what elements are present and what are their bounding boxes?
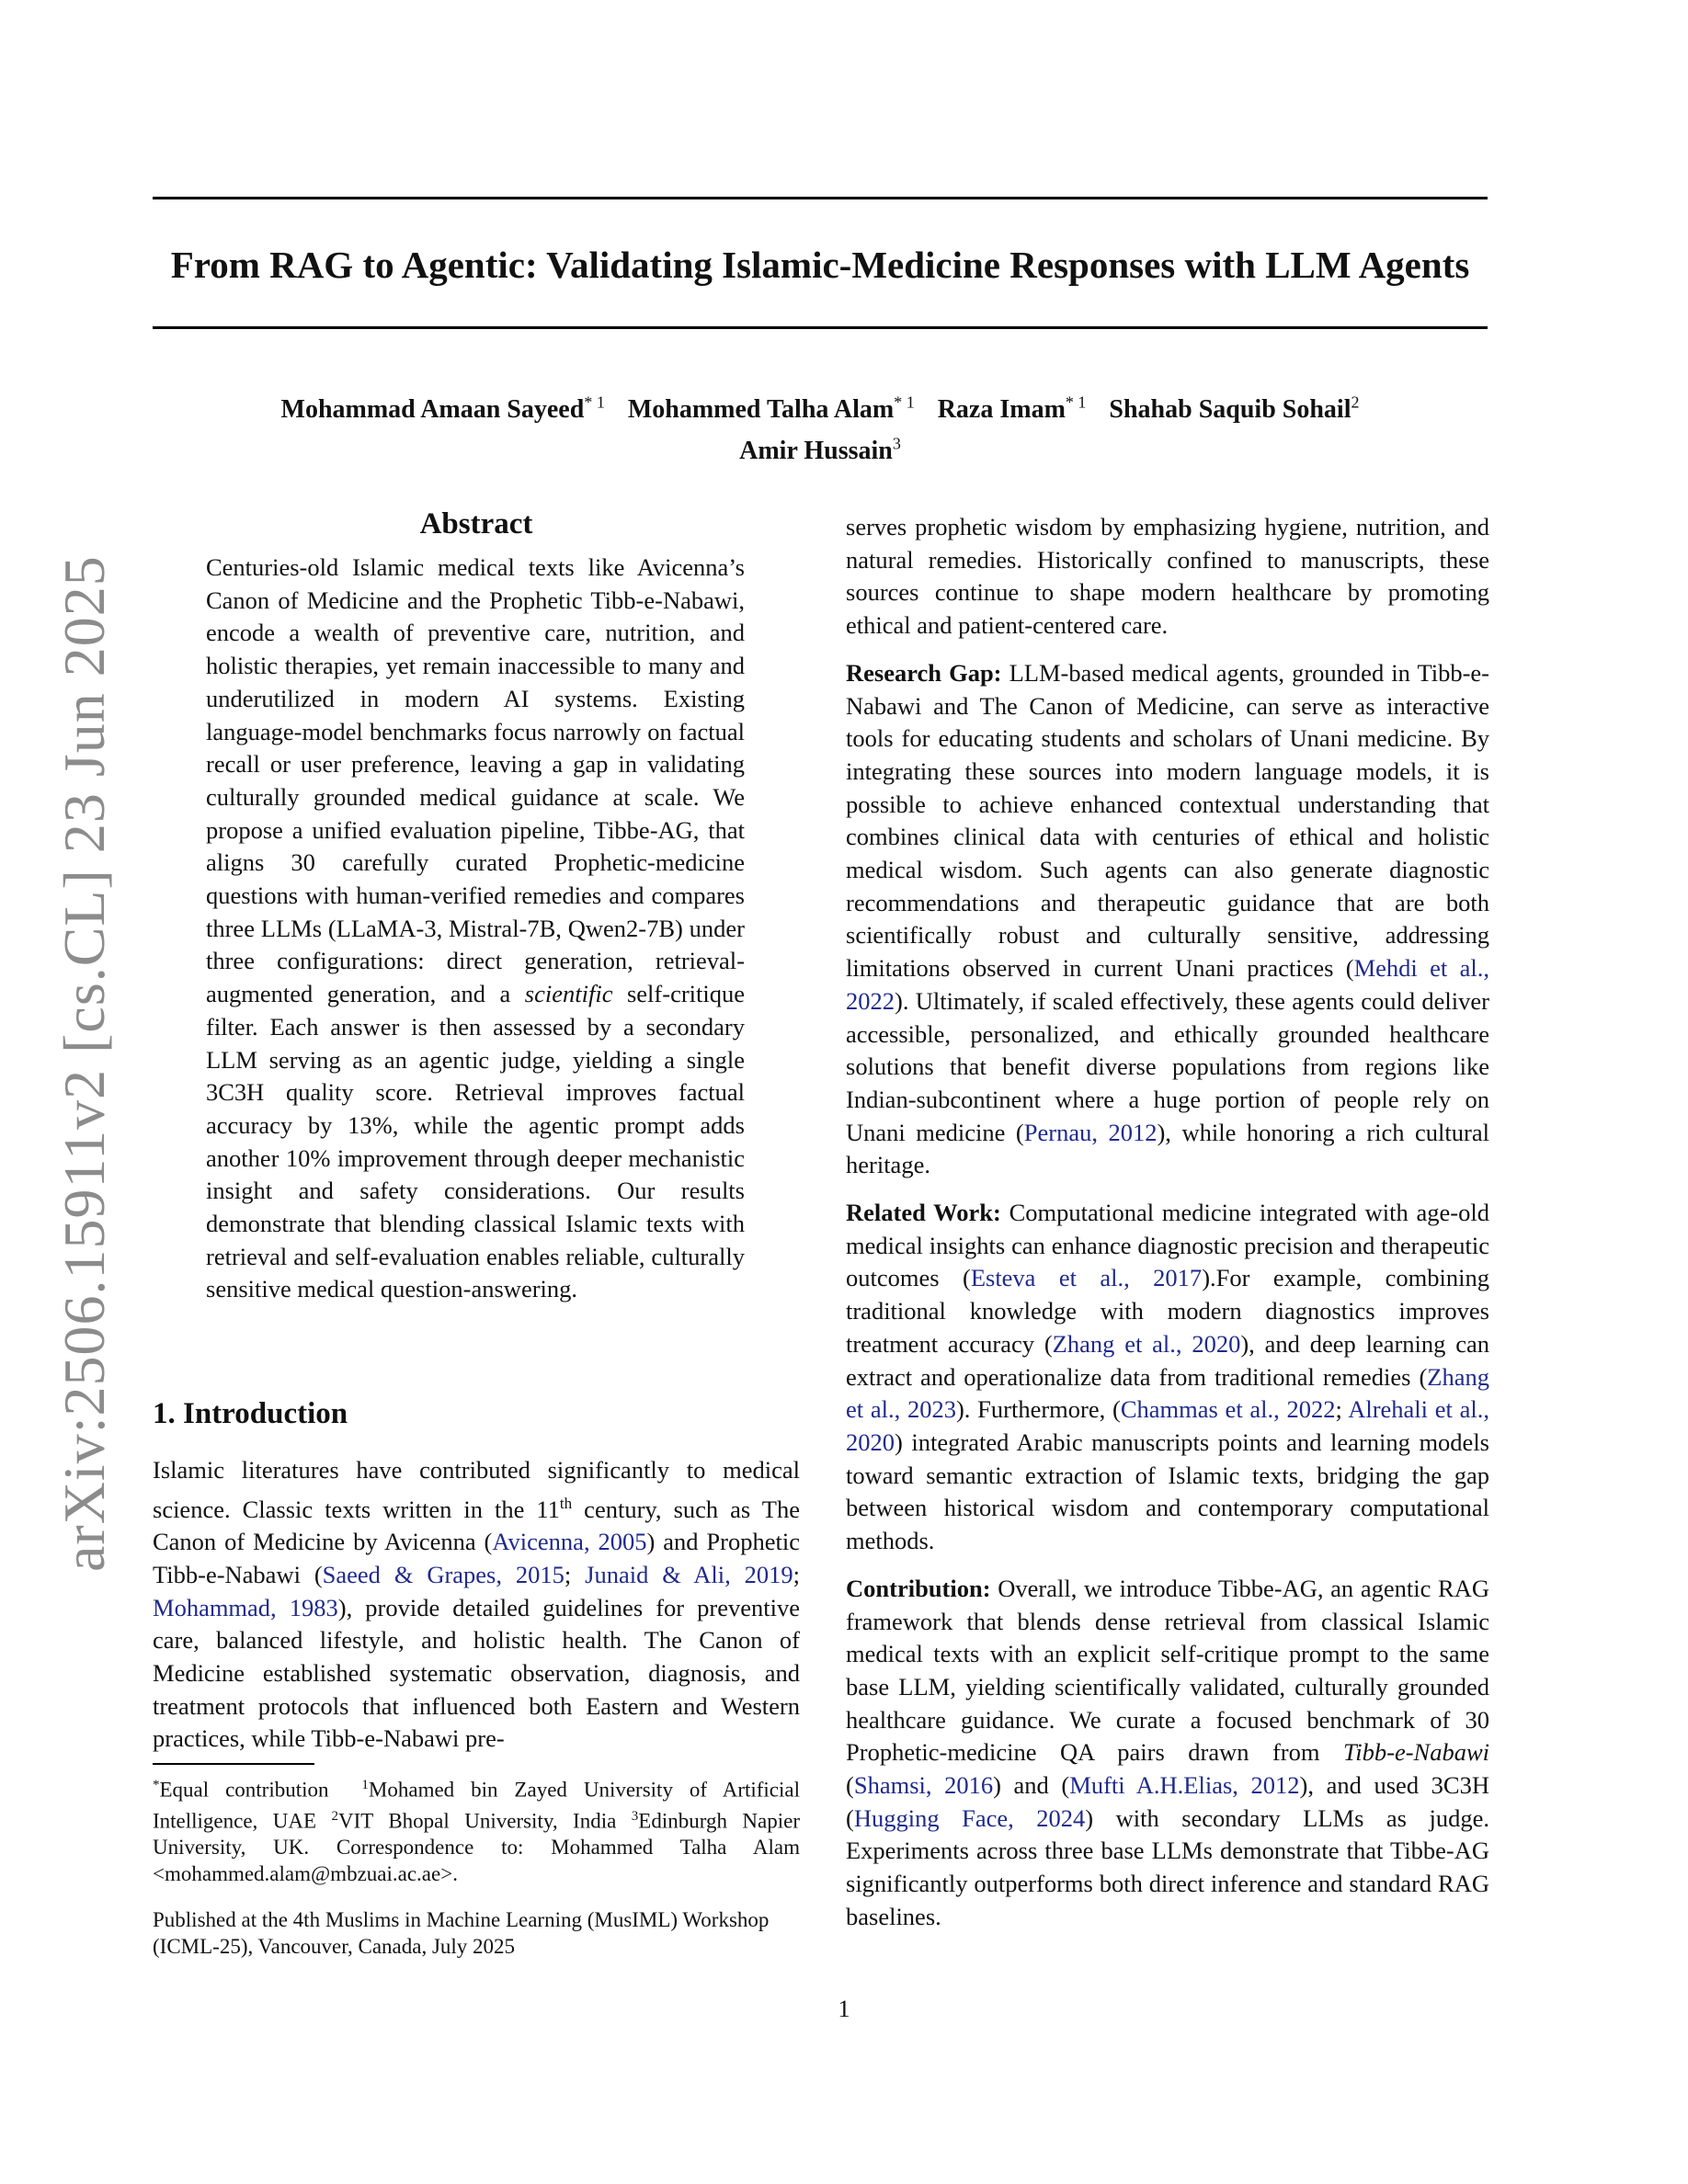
research-gap-paragraph: Research Gap: LLM-based medical agents, grounded in Tibb-e-Nabawi and The Canon of Medicine, can serve as interactive tools for educating students and scholars of Unani medicine. By integrating these sources into modern language models, it is possible to achieve enhanced contextual understanding that combines clinical data with centuries of ethical and holistic medical wisdom. Such agents can also generate diagnostic recommendations and therapeutic guidance that are both scientifically robust and culturally sensitive, addressing limitations observed in current Unani practices (Mehdi et al., 2022). Ultimately, if scaled effectively, these agents could deliver accessible, personalized, and ethically grounded healthcare solutions that benefit diverse populations from regions like Indian-subcontinent where a huge portion of people rely on Unani medicine (Pernau, 2012), while honoring a rich cultural heritage. (846, 658, 1490, 1179)
publication-note: Published at the 4th Muslims in Machine Learning (MusIML) Workshop (ICML-25), Vancouver, Canada, July 2025 (153, 1908, 770, 1958)
citation-zhang-2020[interactable]: Zhang et al., 2020 (1052, 1329, 1241, 1358)
footnote: *Equal contribution $^1$Mohamed bin Zayed University of Artificial Intelligence, UAE $^2$VIT Bhopal University, India $^3$Edinburgh Napier University, UK. Correspondence to: Mohammed Talha Alam <mohammed.alam@mbzuai.ac.ae>. (153, 1778, 801, 1886)
right-column (846, 511, 1489, 1934)
title-top-rule (153, 197, 1488, 199)
arxiv-identifier: arXiv:2506.15911v2 [cs.CL] 23 Jun 2025 (51, 555, 117, 1572)
citation-mohammad[interactable]: Mohammad, 1983 (153, 1593, 338, 1621)
citation-junaid[interactable]: Junaid & Ali, 2019 (585, 1560, 793, 1588)
related-work-paragraph: Related Work: Computational medicine integrated with age-old medical insights can enhance diagnostic precision and therapeutic outcomes (Esteva et al., 2017).For example, combining traditional knowledge with modern diagnostics improves treatment accuracy (Zhang et al., 2020), and deep learning can extract and operationalize data from traditional remedies (Zhang et al., 2023). Furthermore, (Chammas et al., 2022; Alrehali et al., 2020) integrated Arabic manuscripts points and learning models toward semantic extraction of Islamic texts, bridging the gap between historical wisdom and contemporary computational methods. (846, 1199, 1490, 1555)
page-number: 1 (838, 1995, 850, 2022)
citation-mufti[interactable]: Mufti A.H.Elias, 2012 (1069, 1771, 1300, 1800)
author-4: Shahab Saquib Sohail$^2$ (1109, 393, 1360, 425)
citation-shamsi[interactable]: Shamsi, 2016 (853, 1771, 994, 1800)
title-bottom-rule (153, 326, 1488, 329)
citation-mehdi[interactable]: Mehdi et al., 2022 (846, 954, 1490, 1015)
section-heading-introduction: 1. Introduction (153, 1397, 348, 1430)
abstract-body: Centuries-old Islamic medical texts like Avicenna’s Canon of Medicine and the Prophetic Tibb-e-Nabawi, encode a wealth of preventive care, nutrition, and holistic therapies, yet remain inaccessible to many and underutilized in modern AI systems. Existing language-model benchmarks focus narrowly on factual recall or user preference, leaving a gap in validating culturally grounded medical guidance at scale. We propose a unified evaluation pipeline, Tibbe-AG, that aligns 30 carefully curated Prophetic-medicine questions with human-verified remedies and compares three LLMs (LLaMA-3, Mistral-7B, Qwen2-7B) under three configurations: direct generation, retrieval-augmented generation, and a scientific self-critique filter. Each answer is then assessed by a secondary LLM serving as an agentic judge, yielding a single 3C3H quality score. Retrieval improves factual accuracy by 13%, while the agentic prompt adds another 10% improvement through deeper mechanistic insight and safety considerations. Our results demonstrate that blending classical Islamic texts with retrieval and self-evaluation enables reliable, culturally sensitive medical question-answering. (206, 553, 746, 1303)
author-list (153, 386, 1488, 468)
citation-alrehali[interactable]: Alrehali et al., 2020 (846, 1395, 1489, 1456)
abstract-heading: Abstract (419, 507, 533, 540)
citation-pernau[interactable]: Pernau, 2012 (1023, 1118, 1158, 1146)
citation-saeed[interactable]: Saeed & Grapes, 2015 (322, 1560, 565, 1588)
introduction-paragraph: Islamic literatures have contributed significantly to medical science. Classic texts written in the 11th century, such as The Canon of Medicine by Avicenna (Avicenna, 2005) and Prophetic Tibb-e-Nabawi (Saeed & Grapes, 2015; Junaid & Ali, 2019; Mohammad, 1983), provide detailed guidelines for preventive care, balanced lifestyle, and holistic health. The Canon of Medicine established systematic observation, diagnosis, and treatment protocols that influenced both Eastern and Western practices, while Tibb-e-Nabawi pre- (153, 1456, 801, 1753)
author-3: Raza Imam$^{* 1}$ (937, 393, 1087, 425)
paper-title: From RAG to Agentic: Validating Islamic-Medicine Responses with LLM Agents (170, 244, 1470, 286)
author-5: Amir Hussain$^3$ (739, 434, 901, 465)
contribution-paragraph: Contribution: Overall, we introduce Tibbe-AG, an agentic RAG framework that blends dense retrieval from classical Islamic medical texts with an explicit self-critique prompt to the same base LLM, yielding scientifically validated, culturally grounded healthcare guidance. We curate a focused benchmark of 30 Prophetic-medicine QA pairs drawn from Tibb-e-Nabawi (Shamsi, 2016) and (Mufti A.H.Elias, 2012), and used 3C3H (Hugging Face, 2024) with secondary LLMs as judge. Experiments across three base LLMs demonstrate that Tibbe-AG significantly outperforms both direct inference and standard RAG baselines. (846, 1574, 1489, 1930)
citation-zhang-2023[interactable]: Zhang et al., 2023 (846, 1362, 1489, 1424)
citation-esteva[interactable]: Esteva et al., 2017 (970, 1264, 1203, 1292)
introduction-continuation: serves prophetic wisdom by emphasizing hygiene, nutrition, and natural remedies. Historically confined to manuscripts, these sources continue to shape modern healthcare by promoting ethical and patient-centered care. (846, 513, 1489, 640)
introduction-text-left: ), provide detailed guidelines for preventive care, balanced lifestyle, and holistic health. The Canon of Medicine established systematic observation, diagnosis, and treatment protocols that influenced both Eastern and Western practices, while Tibb-e-Nabawi pre- (153, 1593, 800, 1753)
author-1: Mohammad Amaan Sayeed$^{* 1}$ (280, 393, 605, 425)
author-2: Mohammed Talha Alam$^{* 1}$ (627, 393, 915, 425)
citation-avicenna[interactable]: Avicenna, 2005 (492, 1528, 647, 1556)
footnote-rule (153, 1763, 314, 1765)
citation-hugging-face[interactable]: Hugging Face, 2024 (853, 1803, 1086, 1832)
citation-chammas[interactable]: Chammas et al., 2022 (1120, 1395, 1336, 1424)
